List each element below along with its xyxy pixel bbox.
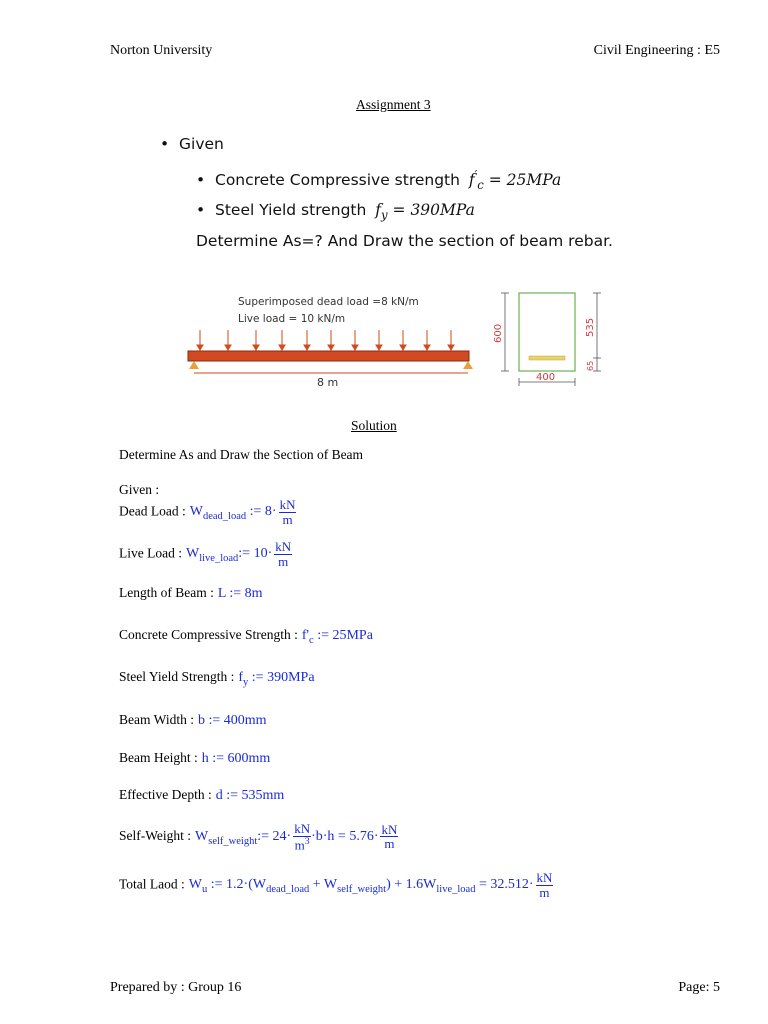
- h-expr: h := 600mm: [201, 751, 271, 766]
- dead-load-den: m: [282, 511, 293, 527]
- fc-var: f': [301, 628, 310, 643]
- self-weight-num2: kN: [381, 821, 398, 837]
- given-bullet-line: • Given: [160, 135, 224, 153]
- fc-label: Concrete Compressive Strength :: [119, 627, 298, 642]
- length-expr: L := 8m: [217, 586, 263, 601]
- self-weight-label: Self-Weight :: [119, 828, 192, 844]
- total-unit: [536, 871, 554, 899]
- b-row: [119, 711, 267, 729]
- rebar-layer: [529, 356, 565, 360]
- dead-load-expr: := 8·: [249, 504, 277, 520]
- fy-row: [119, 668, 315, 688]
- cross-section-diagram: [487, 285, 612, 395]
- b-expr: b := 400mm: [197, 713, 267, 728]
- beam-bar: [188, 351, 469, 361]
- given-bullet: Given: [179, 135, 224, 153]
- dim-height: 600: [493, 323, 504, 343]
- self-weight-den2: m: [384, 836, 395, 852]
- header-left: Norton University: [110, 43, 213, 58]
- given-label: Given :: [119, 482, 160, 497]
- solution-title: Solution: [351, 418, 397, 433]
- total-expr3: ) + 1.6W: [386, 877, 437, 893]
- length-label: Length of Beam :: [119, 585, 214, 600]
- fy-value: = 390MPa: [392, 201, 475, 219]
- live-load-den: m: [278, 553, 289, 569]
- total-expr2: + W: [309, 877, 338, 893]
- live-load-unit: [274, 540, 292, 568]
- total-expr1: := 1.2·(W: [210, 877, 267, 893]
- dead-load-unit: [279, 498, 297, 526]
- dead-load-var: W: [189, 504, 203, 520]
- live-load-row: [119, 540, 292, 568]
- live-load-var: W: [185, 546, 200, 562]
- self-weight-sub: self_weight: [208, 835, 258, 847]
- fy-symbol: f: [375, 201, 382, 219]
- live-load-num: kN: [275, 539, 292, 554]
- dead-load-sub: dead_load: [202, 511, 247, 523]
- self-weight-unit2: [380, 823, 398, 851]
- fy-text: Steel Yield strength: [215, 201, 367, 219]
- dead-load-num: kN: [279, 497, 296, 512]
- assignment-title: Assignment 3: [356, 97, 431, 112]
- d-row: [119, 786, 284, 804]
- h-row: [119, 749, 270, 767]
- d-expr: d := 535mm: [215, 788, 285, 803]
- fy-var: f: [238, 670, 244, 685]
- dead-load-row: [119, 498, 296, 526]
- total-var-sub: u: [202, 884, 208, 896]
- total-sub2: self_weight: [337, 884, 387, 896]
- solution-intro: Determine As and Draw the Section of Beam: [119, 447, 364, 462]
- self-weight-den1: m: [294, 836, 305, 852]
- live-load-label: Live Load :: [119, 545, 182, 561]
- header-right: Civil Engineering : E5: [593, 43, 720, 58]
- task-text: Determine As=? And Draw the section of beam rebar.: [196, 232, 613, 250]
- self-weight-var: W: [195, 829, 209, 845]
- total-den: m: [539, 884, 550, 900]
- footer-right: Page: 5: [678, 980, 720, 995]
- total-expr4: = 32.512·: [475, 877, 534, 893]
- h-label: Beam Height :: [119, 750, 198, 765]
- fc-expr: := 25MPa: [317, 628, 373, 643]
- dim-cover: 65: [586, 360, 595, 371]
- problem-figure: [162, 125, 622, 403]
- self-weight-expr2: ·b·h = 5.76·: [311, 829, 379, 845]
- d-label: Effective Depth :: [119, 787, 212, 802]
- fy-expr: := 390MPa: [251, 670, 315, 685]
- fc-sub: c: [477, 178, 484, 193]
- fc-var-sub: c: [309, 634, 314, 646]
- live-load-expr: := 10·: [238, 546, 273, 562]
- total-load-label: Total Laod :: [119, 876, 185, 892]
- total-load-row: [119, 871, 553, 899]
- total-sub3: live_load: [436, 884, 476, 896]
- fc-text: Concrete Compressive strength: [215, 171, 460, 190]
- total-var: W: [188, 877, 203, 893]
- fy-sub: y: [381, 208, 388, 223]
- fc-row: [119, 626, 373, 646]
- length-row: [119, 584, 263, 602]
- b-label: Beam Width :: [119, 712, 194, 727]
- left-support-icon: [189, 361, 199, 369]
- span-label: 8 m: [317, 376, 339, 389]
- footer-left: Prepared by : Group 16: [110, 980, 242, 995]
- load-arrows: [197, 330, 454, 350]
- right-support-icon: [463, 361, 473, 369]
- fc-line: • Concrete Compressive strength $f'_c = 25MPa$: [196, 168, 562, 193]
- dim-width: 400: [536, 372, 556, 383]
- dead-load-label: Superimposed dead load =8 kN/m: [238, 296, 419, 308]
- total-sub1: dead_load: [266, 884, 310, 896]
- dim-effective: 535: [585, 317, 596, 337]
- beam-diagram: [182, 285, 482, 390]
- total-num: kN: [536, 870, 553, 885]
- fy-label: Steel Yield Strength :: [119, 669, 235, 684]
- self-weight-row: [119, 822, 398, 852]
- dead-load-label: Dead Load :: [119, 503, 186, 519]
- fc-symbol: f: [468, 171, 475, 190]
- live-load-sub: live_load: [199, 553, 239, 565]
- self-weight-expr1: := 24·: [257, 829, 292, 845]
- self-weight-num1: kN: [294, 821, 311, 836]
- fc-value: = 25MPa: [488, 171, 562, 190]
- fy-line: • Steel Yield strength $f_y = 390MPa$: [196, 201, 475, 223]
- live-load-label: Live load = 10 kN/m: [238, 313, 346, 325]
- self-weight-den1-sup: 3: [304, 835, 310, 847]
- fy-var-sub: y: [243, 676, 249, 688]
- self-weight-unit1: [293, 822, 311, 852]
